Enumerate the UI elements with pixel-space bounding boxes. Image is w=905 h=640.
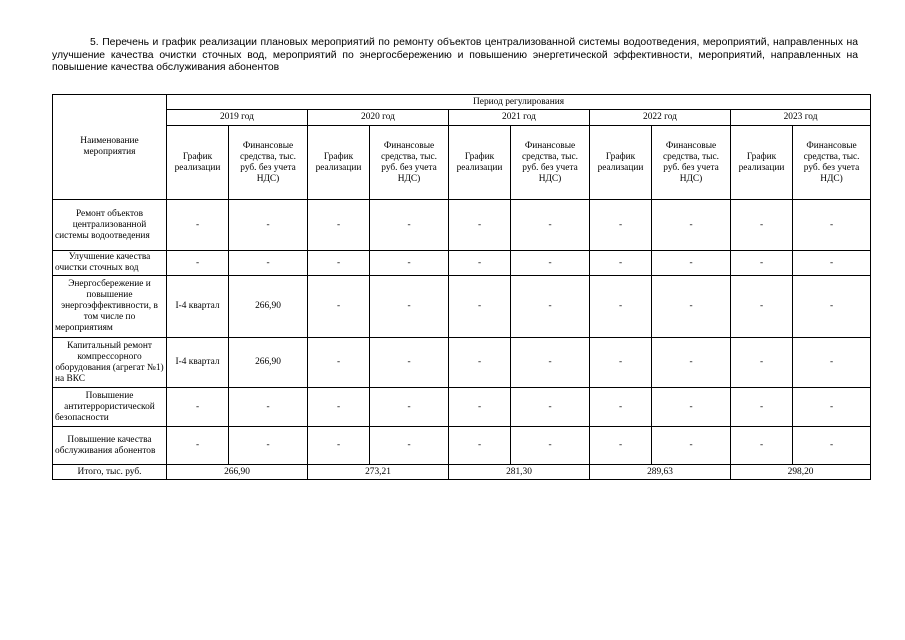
table-cell: -: [167, 200, 229, 251]
row-name: Ремонт объектов централизованной системы водоотведения: [53, 200, 167, 251]
table-cell: -: [449, 388, 511, 427]
total-value: 298,20: [731, 465, 871, 480]
row-name: Улучшение качества очистки сточных вод: [53, 251, 167, 276]
table-cell: -: [652, 388, 731, 427]
table-row: [53, 427, 871, 465]
header-year: 2020 год: [308, 110, 449, 126]
section-heading: 5. Перечень и график реализации плановых мероприятий по ремонту объектов централизованной системы водоотведения, мероприятий, направленных на улучшение качества очистки сточных вод, мероприятий по энергосбережению и повышению энергетической эффективности, мероприятий, направленных на повышение качества обслуживания абонентов: [52, 37, 858, 74]
header-finance: Финансовые средства, тыс. руб. без учета НДС): [370, 126, 449, 200]
table-cell: -: [308, 427, 370, 465]
total-value: 266,90: [167, 465, 308, 480]
table-cell: -: [793, 388, 871, 427]
table-cell: -: [731, 388, 793, 427]
header-schedule: График реализации: [590, 126, 652, 200]
header-row-period: [53, 95, 871, 110]
header-schedule: График реализации: [449, 126, 511, 200]
row-name: Повышение антитеррористической безопасности: [53, 388, 167, 427]
table-cell: -: [511, 276, 590, 338]
table-cell: -: [511, 200, 590, 251]
header-finance: Финансовые средства, тыс. руб. без учета НДС): [229, 126, 308, 200]
table-cell: -: [590, 251, 652, 276]
table-cell: -: [590, 338, 652, 388]
table-cell: -: [793, 200, 871, 251]
table-cell: -: [793, 276, 871, 338]
table-cell: -: [731, 427, 793, 465]
table-cell: -: [511, 338, 590, 388]
table-row: [53, 200, 871, 251]
header-period: Период регулирования: [167, 95, 871, 110]
table-cell: I-4 квартал: [167, 276, 229, 338]
table-cell: -: [370, 251, 449, 276]
table-cell: -: [370, 276, 449, 338]
table-cell: -: [652, 338, 731, 388]
total-value: 281,30: [449, 465, 590, 480]
table-row: [53, 388, 871, 427]
table-cell: -: [229, 251, 308, 276]
header-finance: Финансовые средства, тыс. руб. без учета НДС): [511, 126, 590, 200]
header-finance: Финансовые средства, тыс. руб. без учета НДС): [652, 126, 731, 200]
table-cell: -: [652, 276, 731, 338]
table-cell: -: [590, 276, 652, 338]
table-cell: -: [370, 200, 449, 251]
plan-table: [52, 94, 871, 480]
total-value: 273,21: [308, 465, 449, 480]
table-cell: -: [731, 200, 793, 251]
table-cell: I-4 квартал: [167, 338, 229, 388]
table-cell: -: [370, 427, 449, 465]
header-year: 2022 год: [590, 110, 731, 126]
table-cell: -: [167, 251, 229, 276]
table-cell: -: [308, 338, 370, 388]
table-cell: -: [308, 251, 370, 276]
table-cell: -: [229, 427, 308, 465]
table-cell: -: [731, 338, 793, 388]
table-cell: -: [511, 251, 590, 276]
table-cell: -: [370, 338, 449, 388]
table-cell: -: [590, 200, 652, 251]
table-row: [53, 276, 871, 338]
table-cell: -: [731, 251, 793, 276]
table-cell: -: [793, 251, 871, 276]
header-finance: Финансовые средства, тыс. руб. без учета НДС): [793, 126, 871, 200]
table-cell: -: [449, 276, 511, 338]
table-cell: -: [370, 388, 449, 427]
row-name: Капитальный ремонт компрессорного оборудования (агрегат №1) на ВКС: [53, 338, 167, 388]
table-cell: -: [308, 276, 370, 338]
table-cell: -: [308, 200, 370, 251]
table-cell: -: [449, 251, 511, 276]
table-cell: -: [229, 388, 308, 427]
table-cell: -: [308, 388, 370, 427]
table-cell: -: [652, 427, 731, 465]
table-cell: -: [652, 251, 731, 276]
header-schedule: График реализации: [731, 126, 793, 200]
table-cell: -: [731, 276, 793, 338]
total-row: [53, 465, 871, 480]
table-cell: -: [449, 427, 511, 465]
table-cell: -: [511, 427, 590, 465]
table-row: [53, 338, 871, 388]
table-cell: -: [449, 200, 511, 251]
row-name: Повышение качества обслуживания абонентов: [53, 427, 167, 465]
table-cell: -: [793, 338, 871, 388]
table-cell: 266,90: [229, 276, 308, 338]
total-value: 289,63: [590, 465, 731, 480]
table-cell: -: [793, 427, 871, 465]
table-cell: -: [167, 388, 229, 427]
table-cell: 266,90: [229, 338, 308, 388]
header-schedule: График реализации: [167, 126, 229, 200]
row-name: Энергосбережение и повышение энергоэффективности, в том числе по мероприятиям: [53, 276, 167, 338]
total-label: Итого, тыс. руб.: [53, 465, 167, 480]
header-year: 2019 год: [167, 110, 308, 126]
table-cell: -: [511, 388, 590, 427]
header-year: 2023 год: [731, 110, 871, 126]
table-cell: -: [167, 427, 229, 465]
header-year: 2021 год: [449, 110, 590, 126]
table-cell: -: [590, 388, 652, 427]
header-row-sub: [53, 126, 871, 200]
header-name: Наименование мероприятия: [53, 95, 167, 200]
table-cell: -: [449, 338, 511, 388]
header-row-years: [53, 110, 871, 126]
table-row: [53, 251, 871, 276]
table-cell: -: [229, 200, 308, 251]
header-schedule: График реализации: [308, 126, 370, 200]
table-cell: -: [652, 200, 731, 251]
table-cell: -: [590, 427, 652, 465]
